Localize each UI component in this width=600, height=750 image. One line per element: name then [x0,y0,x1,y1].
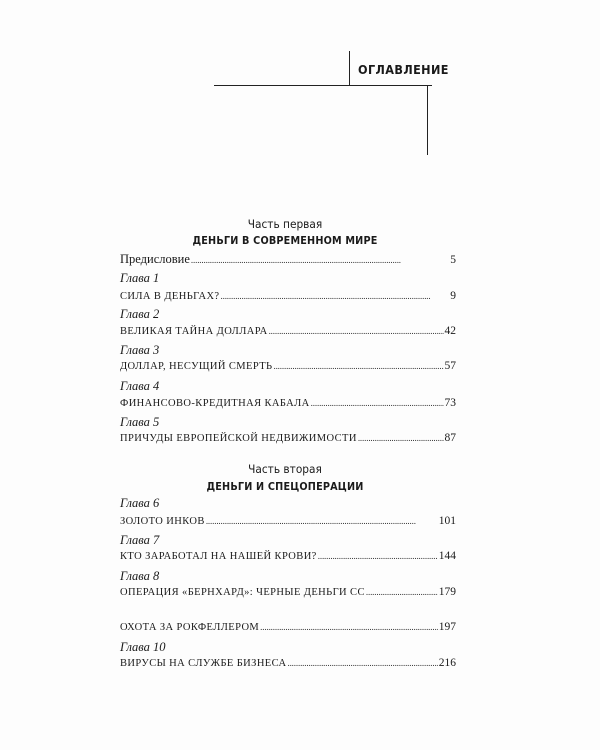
toc-page-number: 73 [444,397,456,409]
header-rule-vertical-bottom [427,85,428,155]
toc-entry-title: ВЕЛИКАЯ ТАЙНА ДОЛЛАРА [120,326,268,337]
toc-page-number: 216 [438,657,456,669]
chapter-label: Глава 6 [120,496,160,510]
toc-entry-title: ВИРУСЫ НА СЛУЖБЕ БИЗНЕСА [120,658,287,669]
header-rule-horizontal [214,85,432,86]
toc-entry[interactable] [120,586,456,598]
toc-entry-title: СИЛА В ДЕНЬГАХ? [120,291,220,302]
header-rule-vertical-top [349,51,350,85]
dot-leader [287,658,437,668]
toc-entry-title: ДОЛЛАР, НЕСУЩИЙ СМЕРТЬ [120,361,273,372]
toc-page-number: 5 [450,254,456,266]
toc-page-number: 179 [438,586,456,598]
part-label: Часть первая [247,217,323,231]
toc-page-number: 101 [438,515,456,527]
toc-entry-title: ЗОЛОТО ИНКОВ [120,516,205,527]
toc-entry[interactable] [120,621,456,633]
chapter-label: Глава 4 [120,379,160,393]
chapter-label: Глава 5 [120,415,160,429]
dot-leader [191,255,449,265]
toc-entry-preface[interactable] [120,252,456,267]
toc-page-number: 57 [444,360,456,372]
toc-page-number: 87 [444,432,456,444]
part-title: ДЕНЬГИ В СОВРЕМЕННОМ МИРЕ [192,234,378,247]
toc-entry[interactable] [120,657,456,669]
part-title: ДЕНЬГИ И СПЕЦОПЕРАЦИИ [206,480,364,493]
chapter-label: Глава 1 [120,271,160,285]
dot-leader [269,326,444,336]
toc-entry-title: КТО ЗАРАБОТАЛ НА НАШЕЙ КРОВИ? [120,551,317,562]
toc-entry[interactable] [120,360,456,372]
toc-entry-title: Предисловие [120,252,190,266]
page-title: ОГЛАВЛЕНИЕ [358,62,449,77]
toc-entry[interactable] [120,325,456,337]
dot-leader [366,587,438,597]
toc-entry[interactable] [120,290,456,302]
dot-leader [318,551,438,561]
chapter-label: Глава 2 [120,307,160,321]
toc-page-number: 197 [438,621,456,633]
dot-leader [273,361,443,371]
toc-entry[interactable] [120,550,456,562]
chapter-label: Глава 10 [120,640,166,654]
toc-entry[interactable] [120,515,456,527]
toc-page-number: 9 [450,290,456,302]
chapter-label: Глава 7 [120,533,160,547]
toc-entry[interactable] [120,397,456,409]
dot-leader [260,622,438,632]
toc-entry-title: ПРИЧУДЫ ЕВРОПЕЙСКОЙ НЕДВИЖИМОСТИ [120,433,357,444]
dot-leader [206,516,438,526]
part-label: Часть вторая [248,462,322,476]
toc-entry[interactable] [120,432,456,444]
chapter-label: Глава 8 [120,569,160,583]
toc-entry-title: ОПЕРАЦИЯ «БЕРНХАРД»: ЧЕРНЫЕ ДЕНЬГИ СС [120,587,365,598]
background-watermark: ​ [432,121,448,170]
dot-leader [311,398,444,408]
dot-leader [358,433,444,443]
dot-leader [221,291,450,301]
toc-entry-title: ФИНАНСОВО-КРЕДИТНАЯ КАБАЛА [120,398,310,409]
toc-page-number: 144 [438,550,456,562]
toc-entry-title: ОХОТА ЗА РОКФЕЛЛЕРОМ [120,622,260,633]
toc-page-number: 42 [444,325,456,337]
chapter-label: Глава 3 [120,343,160,357]
